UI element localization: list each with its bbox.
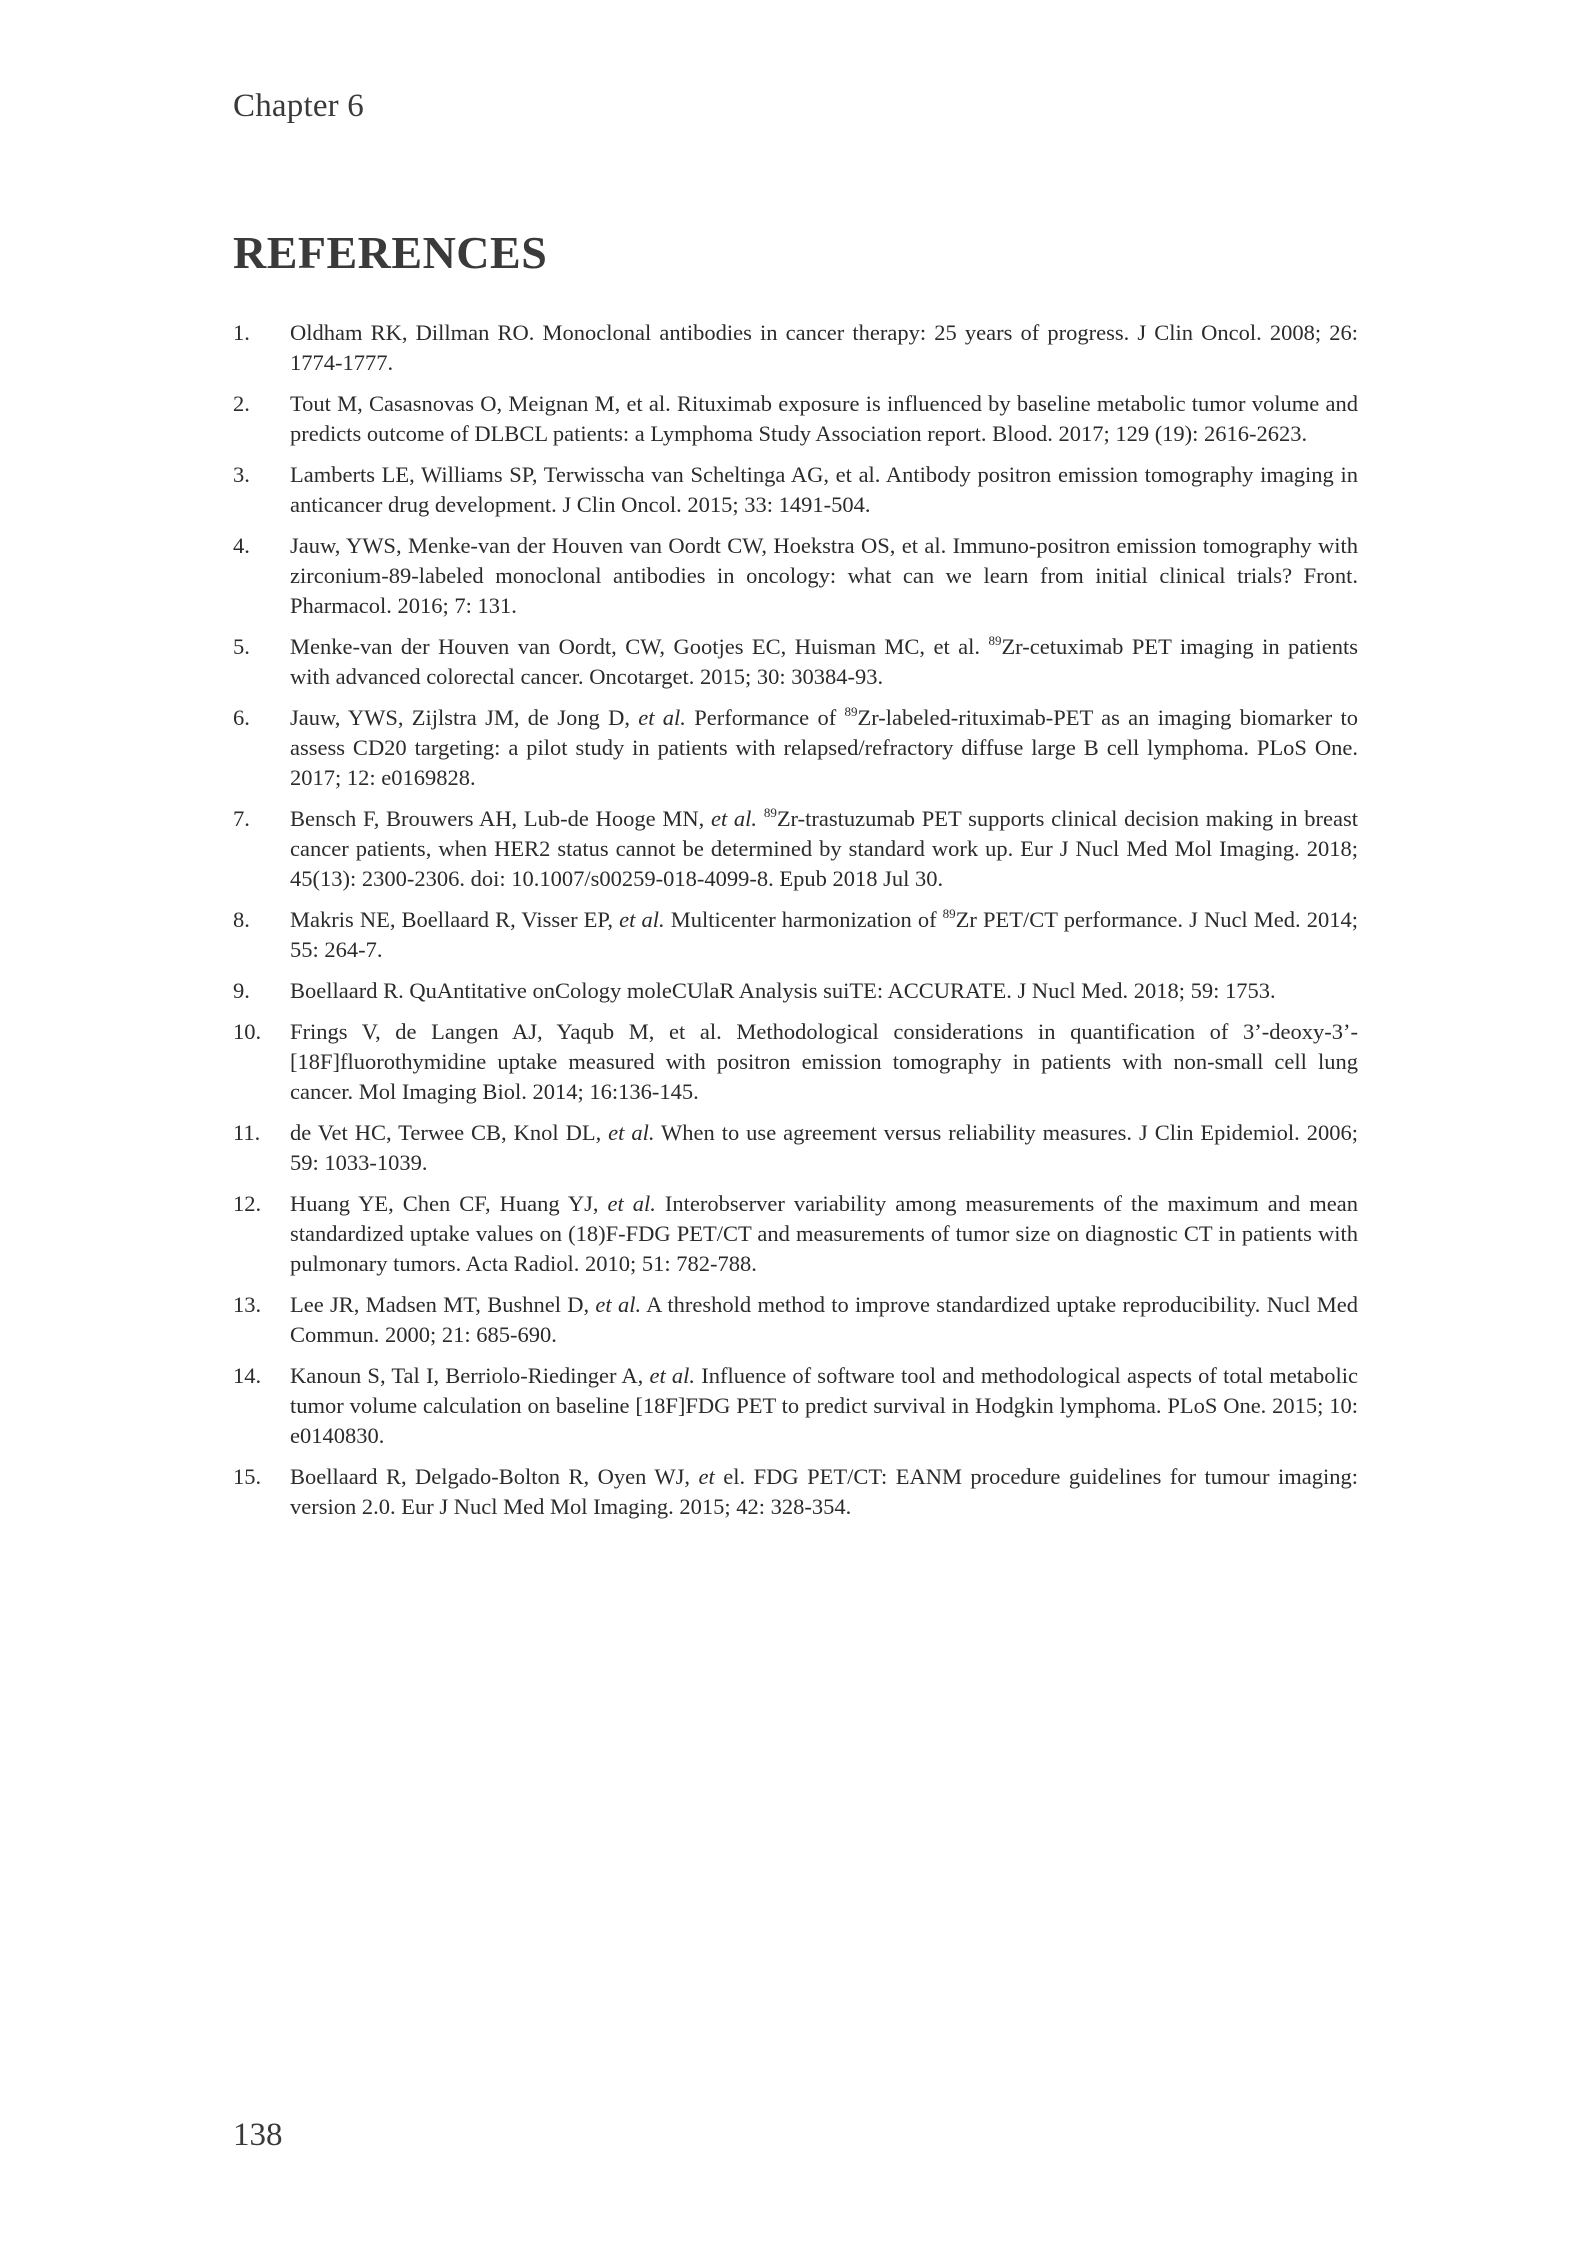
reference-text-segment: Influence of software tool and methodological aspects of total metabolic tumor volume calculation on baseline [18F]FDG PET to predict survival in Hodgkin lymphoma. PLoS One. 2015; 10: e0140830. [290, 1363, 1358, 1448]
reference-text-segment: el. FDG PET/CT: EANM procedure guidelines for tumour imaging: version 2.0. Eur J Nucl Med Mol Imaging. 2015; 42: 328-354. [290, 1464, 1358, 1519]
reference-number: 11. [233, 1120, 261, 1145]
reference-item [233, 1189, 1358, 1279]
reference-text-segment: Huang YE, Chen CF, Huang YJ, [290, 1191, 608, 1216]
reference-number: 4. [233, 533, 250, 558]
reference-number: 15. [233, 1464, 262, 1489]
reference-number: 1. [233, 320, 250, 345]
reference-text-segment: Jauw, YWS, Zijlstra JM, de Jong D, [290, 705, 639, 730]
reference-item [233, 1017, 1358, 1107]
reference-item [233, 1290, 1358, 1350]
reference-text-segment: When to use agreement versus reliability measures. J Clin Epidemiol. 2006; 59: 1033-1039. [290, 1120, 1358, 1175]
isotope-superscript: 89 [942, 906, 956, 921]
reference-number: 8. [233, 907, 250, 932]
reference-text [290, 1017, 1358, 1107]
reference-text-segment: Boellaard R, Delgado-Bolton R, Oyen WJ, [290, 1464, 699, 1489]
reference-number: 9. [233, 978, 250, 1003]
reference-text [290, 703, 1358, 793]
reference-text-segment: Boellaard R. QuAntitative onCology moleCUlaR Analysis suiTE: ACCURATE. J Nucl Med. 2018; 59: 1753. [290, 978, 1276, 1003]
reference-text-segment: Performance of [685, 705, 845, 730]
italic-text: et al. [619, 907, 665, 932]
isotope-superscript: 89 [763, 805, 777, 820]
reference-text [290, 1118, 1358, 1178]
isotope-superscript: 89 [844, 704, 858, 719]
reference-text-segment: Multicenter harmonization of [664, 907, 943, 932]
reference-list [233, 318, 1358, 1533]
reference-text [290, 1290, 1358, 1350]
reference-item [233, 460, 1358, 520]
reference-text [290, 976, 1358, 1006]
reference-text-segment: Tout M, Casasnovas O, Meignan M, et al. Rituximab exposure is influenced by baseline metabolic tumor volume and predicts outcome of DLBCL patients: a Lymphoma Study Association report. Blood. 2017; 129 (19): 2616-2623. [290, 391, 1358, 446]
italic-text: et al. [649, 1363, 696, 1388]
reference-item [233, 632, 1358, 692]
reference-text-segment: Frings V, de Langen AJ, Yaqub M, et al. Methodological considerations in quantification of 3’-deoxy-3’-[18F]fluorothymidine uptake measured with positron emission tomography in patients with non-small cell lung cancer. Mol Imaging Biol. 2014; 16:136-145. [290, 1019, 1358, 1104]
reference-text [290, 531, 1358, 621]
reference-number: 14. [233, 1363, 262, 1388]
reference-text-segment: Zr-trastuzumab PET supports clinical decision making in breast cancer patients, when HER2 status cannot be determined by standard work up. Eur J Nucl Med Mol Imaging. 2018; 45(13): 2300-2306. doi: 10.1007/s00259-018-4099-8. Epub 2018 Jul 30. [290, 806, 1358, 891]
reference-text-segment: Zr PET/CT performance. J Nucl Med. 2014; 55: 264-7. [290, 907, 1358, 962]
reference-text [290, 1462, 1358, 1522]
reference-text-segment: Kanoun S, Tal I, Berriolo-Riedinger A, [290, 1363, 650, 1388]
reference-number: 6. [233, 705, 250, 730]
page-number: 138 [233, 2117, 283, 2153]
reference-text-segment: A threshold method to improve standardized uptake reproducibility. Nucl Med Commun. 2000; 21: 685-690. [290, 1292, 1358, 1347]
reference-text [290, 389, 1358, 449]
reference-item [233, 1361, 1358, 1451]
reference-number: 5. [233, 634, 250, 659]
reference-item [233, 318, 1358, 378]
reference-number: 12. [233, 1191, 262, 1216]
reference-item [233, 703, 1358, 793]
reference-item [233, 1118, 1358, 1178]
reference-item [233, 804, 1358, 894]
italic-text: et al. [710, 806, 758, 831]
reference-text [290, 460, 1358, 520]
reference-number: 7. [233, 806, 250, 831]
reference-text [290, 1189, 1358, 1279]
reference-text-segment: Oldham RK, Dillman RO. Monoclonal antibodies in cancer therapy: 25 years of progress. J Clin Oncol. 2008; 26: 1774-1777. [290, 320, 1358, 375]
italic-text: et [698, 1464, 715, 1489]
reference-text [290, 632, 1358, 692]
reference-text-segment: Lamberts LE, Williams SP, Terwisscha van Scheltinga AG, et al. Antibody positron emission tomography imaging in anticancer drug development. J Clin Oncol. 2015; 33: 1491-504. [290, 462, 1358, 517]
italic-text: et al. [607, 1191, 656, 1216]
reference-text [290, 318, 1358, 378]
reference-text-segment: Zr-labeled-rituximab-PET as an imaging biomarker to assess CD20 targeting: a pilot study in patients with relapsed/refractory diffuse large B cell lymphoma. PLoS One. 2017; 12: e0169828. [290, 705, 1358, 790]
reference-number: 3. [233, 462, 250, 487]
reference-text-segment: Interobserver variability among measurements of the maximum and mean standardized uptake values on (18)F-FDG PET/CT and measurements of tumor size on diagnostic CT in patients with pulmonary tumors. Acta Radiol. 2010; 51: 782-788. [290, 1191, 1358, 1276]
reference-text [290, 905, 1358, 965]
reference-text-segment: de Vet HC, Terwee CB, Knol DL, [290, 1120, 609, 1145]
reference-text-segment: Jauw, YWS, Menke-van der Houven van Oordt CW, Hoekstra OS, et al. Immuno-positron emission tomography with zirconium-89-labeled monoclonal antibodies in oncology: what can we learn from initial clinical trials? Front. Pharmacol. 2016; 7: 131. [290, 533, 1358, 618]
reference-text [290, 1361, 1358, 1451]
reference-text-segment [757, 806, 764, 831]
reference-text-segment: Makris NE, Boellaard R, Visser EP, [290, 907, 620, 932]
reference-text-segment: Bensch F, Brouwers AH, Lub-de Hooge MN, [290, 806, 711, 831]
italic-text: et al. [595, 1292, 642, 1317]
references-heading: REFERENCES [233, 227, 548, 278]
reference-item [233, 905, 1358, 965]
reference-number: 13. [233, 1292, 262, 1317]
reference-text-segment: Lee JR, Madsen MT, Bushnel D, [290, 1292, 596, 1317]
reference-item [233, 976, 1358, 1006]
reference-number: 2. [233, 391, 250, 416]
reference-item [233, 389, 1358, 449]
running-header-chapter: Chapter 6 [233, 88, 365, 124]
reference-item [233, 531, 1358, 621]
isotope-superscript: 89 [988, 633, 1002, 648]
reference-item [233, 1462, 1358, 1522]
reference-text [290, 804, 1358, 894]
reference-number: 10. [233, 1019, 262, 1044]
italic-text: et al. [638, 705, 686, 730]
italic-text: et al. [608, 1120, 655, 1145]
reference-text-segment: Menke-van der Houven van Oordt, CW, Gootjes EC, Huisman MC, et al. [290, 634, 989, 659]
reference-text-segment: Zr-cetuximab PET imaging in patients with advanced colorectal cancer. Oncotarget. 2015; 30: 30384-93. [290, 634, 1358, 689]
